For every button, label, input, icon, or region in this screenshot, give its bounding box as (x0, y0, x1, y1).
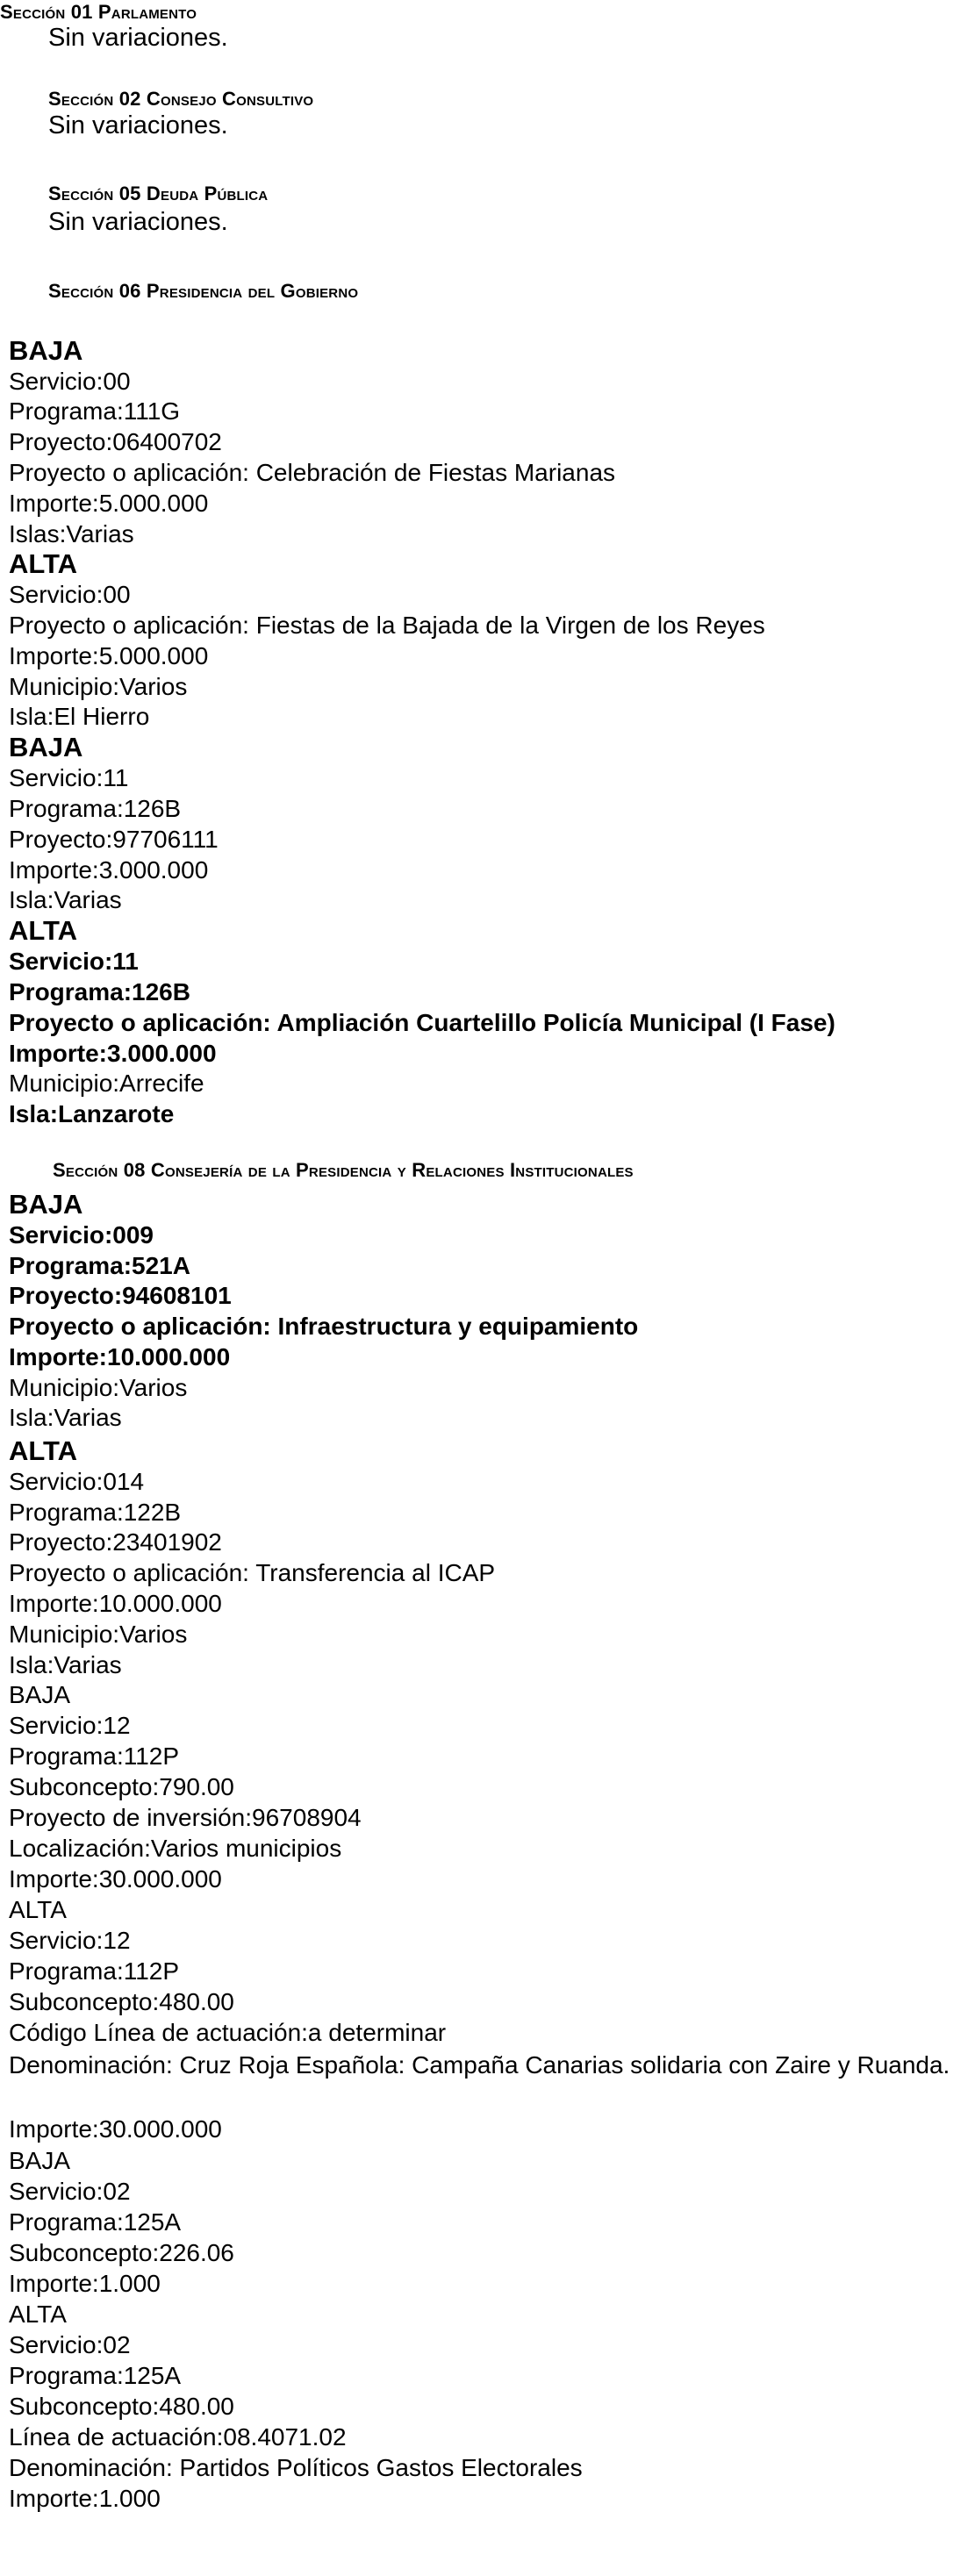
entry-line: Servicio:11 (9, 764, 129, 791)
entry-line: Subconcepto:790.00 (9, 1773, 234, 1800)
entry-line: Proyecto o aplicación: Ampliación Cuartelillo Policía Municipal (I Fase) (9, 1009, 835, 1036)
entry-line: Importe:3.000.000 (9, 1040, 217, 1067)
entry-heading-alta: ALTA (9, 548, 78, 579)
entry-line: Isla:Lanzarote (9, 1100, 175, 1127)
entry-heading-alta: ALTA (9, 1896, 67, 1923)
entry-heading-alta: ALTA (9, 2301, 67, 2328)
entry-line: Servicio:02 (9, 2331, 131, 2358)
entry-line: Importe:30.000.000 (9, 2115, 222, 2143)
entry-line: Programa:111G (9, 397, 181, 425)
entry-line: Municipio:Arrecife (9, 1070, 204, 1097)
entry-line: Programa:112P (9, 1957, 180, 1985)
entry-line: Islas:Varias (9, 520, 134, 547)
entry-line: Servicio:009 (9, 1221, 154, 1249)
entry-line: Subconcepto:480.00 (9, 1988, 234, 2015)
entry-line: Municipio:Varios (9, 1621, 188, 1648)
entry-line-denominacion: Denominación: Cruz Roja Española: Campaña Canarias solidaria con Zaire y Ruanda. (9, 2051, 950, 2079)
entry-line: Línea de actuación:08.4071.02 (9, 2423, 347, 2451)
section-title: Sección 06 Presidencia del Gobierno (48, 280, 359, 302)
entry-line: Localización:Varios municipios (9, 1835, 342, 1862)
entry-line: Proyecto o aplicación: Celebración de Fiestas Marianas (9, 459, 616, 486)
entry-line: Programa:521A (9, 1252, 190, 1279)
section-title: Sección 08 Consejería de la Presidencia y Relaciones Institucionales (53, 1159, 634, 1181)
entry-line: Servicio:00 (9, 368, 131, 395)
entry-line: Subconcepto:480.00 (9, 2393, 234, 2420)
section-note: Sin variaciones. (48, 208, 228, 236)
entry-heading-baja: BAJA (9, 1681, 71, 1708)
entry-line: Proyecto:94608101 (9, 1282, 232, 1309)
entry-line: Importe:5.000.000 (9, 642, 209, 669)
section-title: Sección 02 Consejo Consultivo (48, 88, 314, 110)
entry-line: Isla:Varias (9, 886, 122, 913)
entry-heading-alta: ALTA (9, 1435, 78, 1466)
entry-line: Proyecto:06400702 (9, 428, 222, 455)
entry-line: Importe:3.000.000 (9, 856, 209, 884)
entry-line: Importe:10.000.000 (9, 1590, 222, 1617)
entry-line: Servicio:12 (9, 1712, 131, 1739)
entry-line: Programa:126B (9, 795, 182, 822)
section-title: Sección 05 Deuda Pública (48, 182, 269, 204)
section-note: Sin variaciones. (48, 111, 228, 140)
entry-line: Programa:126B (9, 978, 190, 1005)
entry-line: Proyecto de inversión:96708904 (9, 1804, 362, 1831)
entry-line: Servicio:014 (9, 1468, 145, 1495)
entry-line: Código Línea de actuación:a determinar (9, 2019, 447, 2046)
entry-heading-baja: BAJA (9, 732, 83, 762)
entry-line: Importe:30.000.000 (9, 1865, 222, 1893)
entry-line: Proyecto:23401902 (9, 1528, 222, 1556)
entry-line: Municipio:Varios (9, 673, 188, 700)
entry-line: Municipio:Varios (9, 1374, 188, 1401)
entry-line: Programa:112P (9, 1742, 180, 1770)
entry-line: Programa:125A (9, 2362, 182, 2389)
entry-line: Importe:5.000.000 (9, 490, 209, 517)
entry-line: Isla:Varias (9, 1651, 122, 1678)
entry-line: Proyecto o aplicación: Infraestructura y equipamiento (9, 1313, 639, 1340)
entry-line: Programa:122B (9, 1499, 182, 1526)
entry-line: Isla:El Hierro (9, 703, 150, 730)
entry-heading-alta: ALTA (9, 915, 78, 946)
entry-line: Importe:1.000 (9, 2485, 161, 2512)
entry-line: Servicio:11 (9, 948, 139, 975)
entry-line: Proyecto:97706111 (9, 826, 219, 853)
section-title: Sección 01 Parlamento (0, 1, 197, 23)
entry-line: Servicio:12 (9, 1927, 131, 1954)
entry-line: Subconcepto:226.06 (9, 2239, 234, 2266)
entry-line: Denominación: Partidos Políticos Gastos Electorales (9, 2454, 583, 2481)
entry-heading-baja: BAJA (9, 335, 83, 366)
entry-line: Proyecto o aplicación: Fiestas de la Bajada de la Virgen de los Reyes (9, 612, 765, 639)
entry-line: Servicio:00 (9, 581, 131, 608)
entry-line: Proyecto o aplicación: Transferencia al ICAP (9, 1559, 496, 1586)
section-note: Sin variaciones. (48, 24, 228, 52)
entry-heading-baja: BAJA (9, 1189, 83, 1220)
entry-line: Isla:Varias (9, 1404, 122, 1431)
entry-heading-baja: BAJA (9, 2147, 71, 2174)
entry-line: Programa:125A (9, 2208, 182, 2236)
entry-line: Servicio:02 (9, 2178, 131, 2205)
entry-line: Importe:1.000 (9, 2270, 161, 2297)
entry-line: Importe:10.000.000 (9, 1343, 231, 1370)
